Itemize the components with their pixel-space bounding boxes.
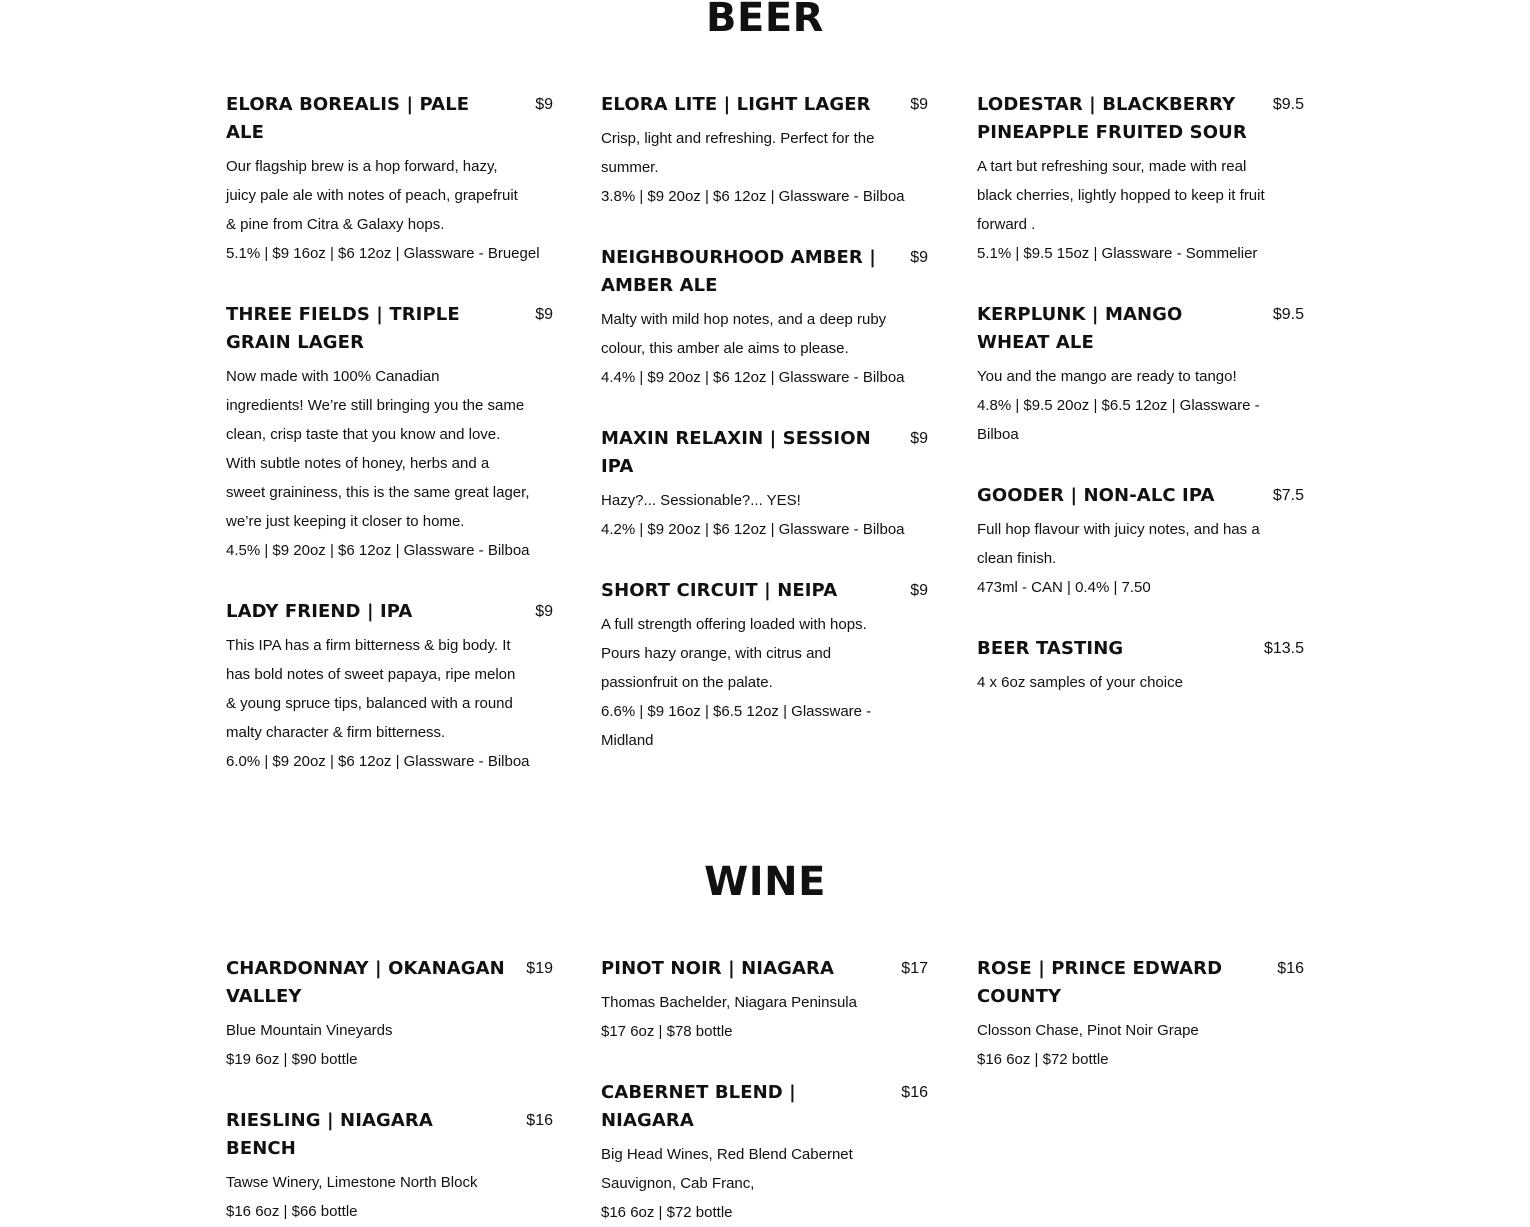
menu-item-name: LODESTAR | BLACKBERRY PINEAPPLE FRUITED SOUR — [977, 94, 1247, 143]
menu-item-text-line: Hazy?... Sessionable?... YES! — [601, 492, 801, 509]
menu-item-header — [977, 955, 1304, 1011]
menu-item-name: RIESLING | NIAGARA BENCH — [226, 1110, 433, 1159]
menu-item-name: CABERNET BLEND | NIAGARA — [601, 1082, 796, 1131]
wine-column-1 — [226, 955, 553, 1226]
menu-item-text-line: Our flagship brew is a hop forward, hazy, — [226, 158, 498, 175]
menu-item-text-line: Closson Chase, Pinot Noir Grape — [977, 1022, 1199, 1039]
menu-item-price: $7.5 — [1272, 487, 1304, 504]
menu-item-name: NEIGHBOURHOOD AMBER | AMBER ALE — [601, 247, 876, 296]
menu-item-text-line: malty character & firm bitterness. — [226, 724, 446, 741]
menu-item-price: $9 — [535, 306, 553, 323]
menu-item-text-line: clean finish. — [977, 550, 1057, 567]
menu-item-text-line: 4.8% | $9.5 20oz | $6.5 12oz | Glassware - — [977, 397, 1260, 414]
menu-item-price: $9 — [535, 603, 553, 620]
menu-item-text-line: & young spruce tips, balanced with a round — [226, 695, 513, 712]
wine-column-3 — [977, 955, 1304, 1074]
menu-item-name: ELORA BOREALIS | PALE ALE — [226, 94, 470, 143]
menu-item-text-line: Big Head Wines, Red Blend Cabernet — [601, 1146, 853, 1163]
menu-item-price: $9 — [535, 96, 553, 113]
menu-item-price: $16 — [901, 1084, 928, 1101]
menu-item-text-line: A full strength offering loaded with hops. — [601, 616, 867, 633]
menu-item-text-line: forward . — [977, 216, 1036, 233]
menu-item-header — [601, 577, 928, 605]
beer-menu-item — [977, 301, 1304, 449]
menu-item-text-line: & pine from Citra & Galaxy hops. — [226, 216, 445, 233]
menu-item-text-line: $17 6oz | $78 bottle — [601, 1023, 733, 1040]
menu-item-header — [601, 91, 928, 119]
menu-item-text-line: A tart but refreshing sour, made with real — [977, 158, 1247, 175]
menu-item-text-line: 5.1% | $9.5 15oz | Glassware - Sommelier — [977, 245, 1258, 262]
menu-item-name: ROSE | PRINCE EDWARD COUNTY — [977, 958, 1223, 1007]
menu-item-price: $9.5 — [1272, 96, 1304, 113]
beer-column-1 — [226, 91, 553, 776]
beer-menu-item — [226, 598, 553, 776]
wine-section-title: WINE — [704, 859, 826, 905]
beer-column-2 — [601, 91, 928, 755]
menu-item-header — [977, 635, 1304, 663]
beer-section-title: BEER — [706, 0, 824, 41]
menu-item-text-line: 4.2% | $9 20oz | $6 12oz | Glassware - Bilboa — [601, 521, 905, 538]
menu-item-text-line: $19 6oz | $90 bottle — [226, 1051, 358, 1068]
menu-item-header — [601, 955, 928, 983]
menu-item-price: $9 — [910, 582, 928, 599]
menu-item-name: CHARDONNAY | OKANAGAN VALLEY — [226, 958, 505, 1007]
menu-item-text-line: black cherries, lightly hopped to keep it fruit — [977, 187, 1265, 204]
menu-item-text-line: has bold notes of sweet papaya, ripe melon — [226, 666, 516, 683]
menu-item-text-line: Thomas Bachelder, Niagara Peninsula — [601, 994, 857, 1011]
menu-item-text-line: 4.5% | $9 20oz | $6 12oz | Glassware - Bilboa — [226, 542, 530, 559]
menu-item-price: $9 — [910, 249, 928, 266]
menu-item-header — [977, 301, 1304, 357]
menu-item-text-line: juicy pale ale with notes of peach, grapefruit — [226, 187, 518, 204]
wine-menu-item — [226, 1107, 553, 1226]
menu-item-price: $9 — [910, 430, 928, 447]
menu-item-text-line: With subtle notes of honey, herbs and a — [226, 455, 490, 472]
menu-item-text-line: clean, crisp taste that you know and love. — [226, 426, 501, 443]
menu-item-name: PINOT NOIR | NIAGARA — [601, 958, 835, 979]
menu-item-text-line: Now made with 100% Canadian — [226, 368, 440, 385]
menu-item-text-line: Bilboa — [977, 426, 1019, 443]
beer-menu-item — [601, 244, 928, 392]
menu-item-price: $13.5 — [1263, 640, 1304, 657]
menu-item-text-line: ingredients! We’re still bringing you the same — [226, 397, 525, 414]
menu-item-name: LADY FRIEND | IPA — [226, 601, 413, 622]
beer-menu-item — [977, 91, 1304, 268]
menu-item-text-line: 473ml - CAN | 0.4% | 7.50 — [977, 579, 1151, 596]
menu-item-header — [977, 482, 1304, 510]
menu-item-name: THREE FIELDS | TRIPLE GRAIN LAGER — [226, 304, 460, 353]
menu-item-text-line: sweet graininess, this is the same great lager, — [226, 484, 530, 501]
menu-item-text-line: This IPA has a firm bitterness & big body. It — [226, 637, 511, 654]
menu-item-text-line: summer. — [601, 159, 659, 176]
menu-item-text-line: 5.1% | $9 16oz | $6 12oz | Glassware - Bruegel — [226, 245, 540, 262]
menu-item-text-line: 4 x 6oz samples of your choice — [977, 674, 1183, 691]
wine-menu-item — [601, 955, 928, 1046]
wine-menu-item — [601, 1079, 928, 1227]
beer-menu-item — [601, 91, 928, 211]
menu-item-text-line: Crisp, light and refreshing. Perfect for the — [601, 130, 875, 147]
menu-item-text-line: $16 6oz | $72 bottle — [601, 1204, 733, 1221]
beer-menu-item — [226, 91, 553, 268]
menu-item-text-line: we’re just keeping it closer to home. — [226, 513, 465, 530]
menu-item-header — [601, 244, 928, 300]
beer-column-3 — [977, 91, 1304, 697]
menu-item-header — [601, 1079, 928, 1135]
menu-item-header — [226, 301, 553, 357]
beer-menu-item — [601, 425, 928, 544]
menu-item-name: BEER TASTING — [977, 638, 1124, 659]
beer-menu-item — [226, 301, 553, 565]
menu-item-text-line: Pours hazy orange, with citrus and — [601, 645, 832, 662]
menu-item-name: MAXIN RELAXIN | SESSION IPA — [601, 428, 871, 477]
wine-menu-item — [226, 955, 553, 1074]
menu-item-price: $19 — [526, 960, 553, 977]
menu-item-text-line: Blue Mountain Vineyards — [226, 1022, 393, 1039]
menu-item-price: $9.5 — [1272, 306, 1304, 323]
wine-menu-item — [977, 955, 1304, 1074]
beer-menu-item — [977, 482, 1304, 602]
menu-item-text-line: 3.8% | $9 20oz | $6 12oz | Glassware - Bilboa — [601, 188, 905, 205]
beer-menu-item — [977, 635, 1304, 697]
menu-item-text-line: Sauvignon, Cab Franc, — [601, 1175, 755, 1192]
menu-item-text-line: 6.6% | $9 16oz | $6.5 12oz | Glassware - — [601, 703, 872, 720]
menu-item-header — [226, 955, 553, 1011]
menu-item-header — [226, 91, 553, 147]
menu-item-text-line: passionfruit on the palate. — [601, 674, 773, 691]
wine-column-2 — [601, 955, 928, 1227]
menu-item-text-line: Midland — [601, 732, 654, 749]
menu-item-name: GOODER | NON-ALC IPA — [977, 485, 1215, 506]
menu-item-header — [977, 91, 1304, 147]
menu-item-text-line: Full hop flavour with juicy notes, and has a — [977, 521, 1260, 538]
menu-item-name: SHORT CIRCUIT | NEIPA — [601, 580, 838, 601]
menu-item-price: $9 — [910, 96, 928, 113]
menu-item-name: ELORA LITE | LIGHT LAGER — [601, 94, 871, 115]
menu-item-header — [226, 1107, 553, 1163]
menu-item-text-line: You and the mango are ready to tango! — [977, 368, 1237, 385]
menu-item-price: $17 — [901, 960, 928, 977]
menu-item-text-line: $16 6oz | $66 bottle — [226, 1203, 358, 1220]
menu-item-header — [226, 598, 553, 626]
menu-item-text-line: 6.0% | $9 20oz | $6 12oz | Glassware - Bilboa — [226, 753, 530, 770]
menu-item-text-line: Tawse Winery, Limestone North Block — [226, 1174, 478, 1191]
menu-item-header — [601, 425, 928, 481]
menu-item-text-line: Malty with mild hop notes, and a deep ruby — [601, 311, 887, 328]
menu-item-text-line: $16 6oz | $72 bottle — [977, 1051, 1109, 1068]
menu-item-text-line: colour, this amber ale aims to please. — [601, 340, 849, 357]
menu-item-text-line: 4.4% | $9 20oz | $6 12oz | Glassware - Bilboa — [601, 369, 905, 386]
menu-item-name: KERPLUNK | MANGO WHEAT ALE — [977, 304, 1183, 353]
beer-menu-item — [601, 577, 928, 755]
menu-item-price: $16 — [1277, 960, 1304, 977]
menu-item-price: $16 — [526, 1112, 553, 1129]
